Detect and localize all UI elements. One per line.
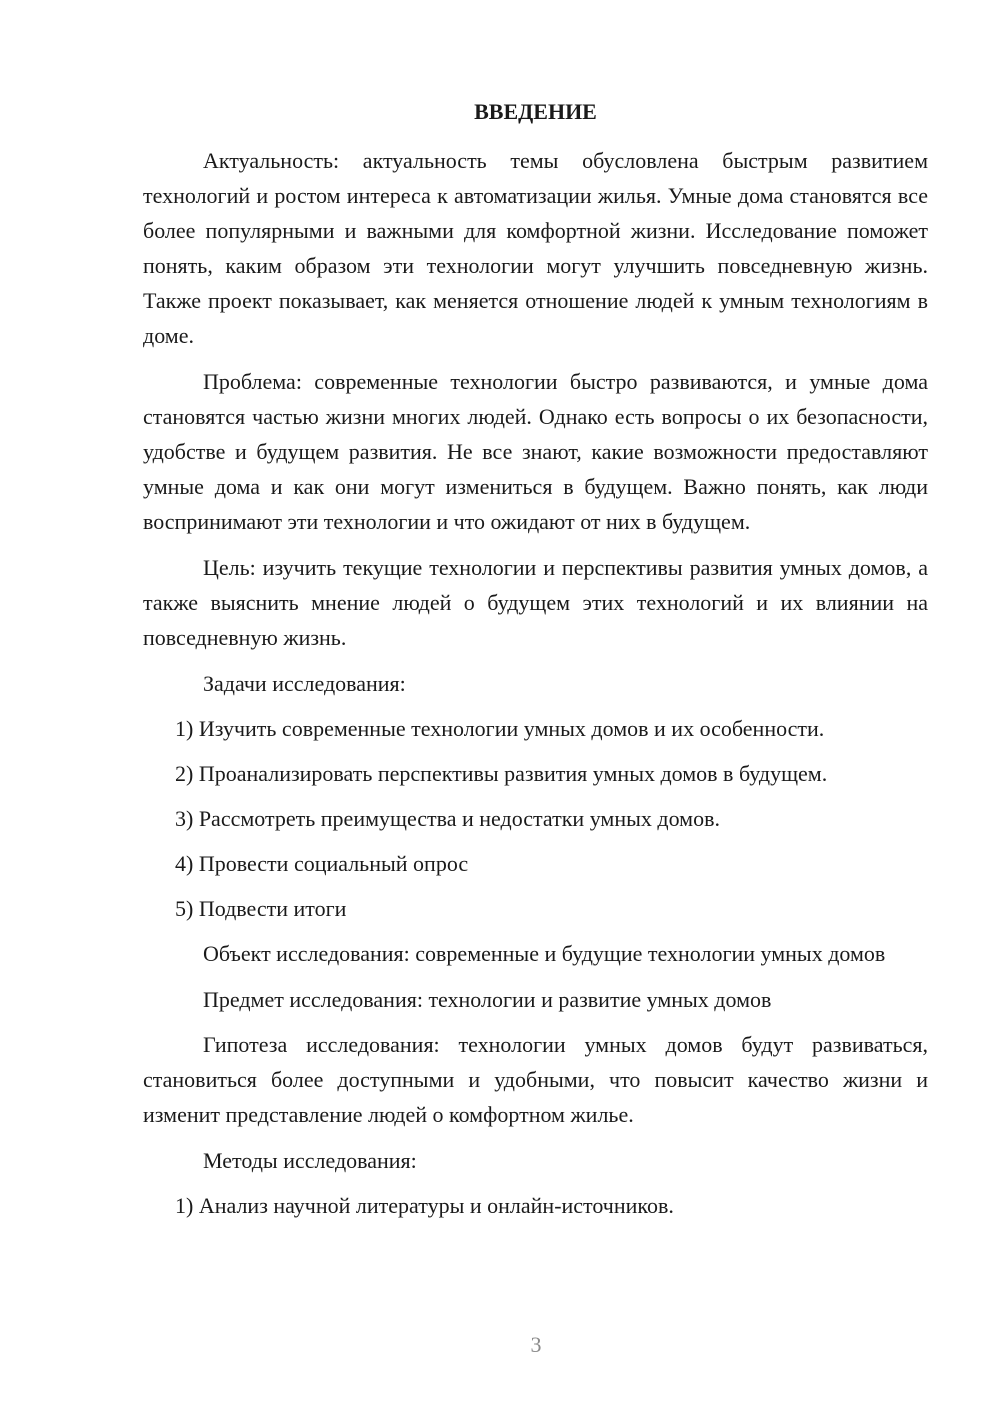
tasks-heading: Задачи исследования: [203,671,406,696]
list-item: 2) Проанализировать перспективы развития умных домов в будущем. [175,761,828,786]
list-item: 1) Анализ научной литературы и онлайн-источников. [175,1193,674,1218]
tasks-list [143,711,928,926]
document-page [143,94,928,1233]
list-item: 4) Провести социальный опрос [175,851,469,876]
paragraph-hypothesis: Гипотеза исследования: технологии умных домов будут развиваться, становиться более доступными и удобными, что повысит качество жизни и изменит представление людей о комфортном жилье. [143,1032,928,1127]
methods-heading: Методы исследования: [203,1148,417,1173]
paragraph-relevance: Актуальность: актуальность темы обусловлена быстрым развитием технологий и ростом интереса к автоматизации жилья. Умные дома становятся все более популярными и важными для комфортной жизни. Исследование поможет понять, каким образом эти технологии могут улучшить повседневную жизнь. Также проект показывает, как меняется отношение людей к умным технологиям в доме. [143,148,928,348]
page-number: 3 [530,1332,542,1357]
list-item: 5) Подвести итоги [175,896,347,921]
list-item: 3) Рассмотреть преимущества и недостатки умных домов. [175,806,720,831]
methods-list [143,1188,928,1223]
paragraph-object: Объект исследования: современные и будущие технологии умных домов [203,941,886,966]
section-title: ВВЕДЕНИЕ [474,99,597,124]
paragraph-subject: Предмет исследования: технологии и развитие умных домов [203,987,772,1012]
paragraph-problem: Проблема: современные технологии быстро развиваются, и умные дома становятся частью жизни многих людей. Однако есть вопросы о их безопасности, удобстве и будущем развития. Не все знают, какие возможности предоставляют умные дома и как они могут измениться в будущем. Важно понять, как люди воспринимают эти технологии и что ожидают от них в будущем. [143,369,928,534]
list-item: 1) Изучить современные технологии умных домов и их особенности. [175,716,825,741]
paragraph-goal: Цель: изучить текущие технологии и перспективы развития умных домов, а также выяснить мнение людей о будущем этих технологий и их влиянии на повседневную жизнь. [143,555,928,650]
